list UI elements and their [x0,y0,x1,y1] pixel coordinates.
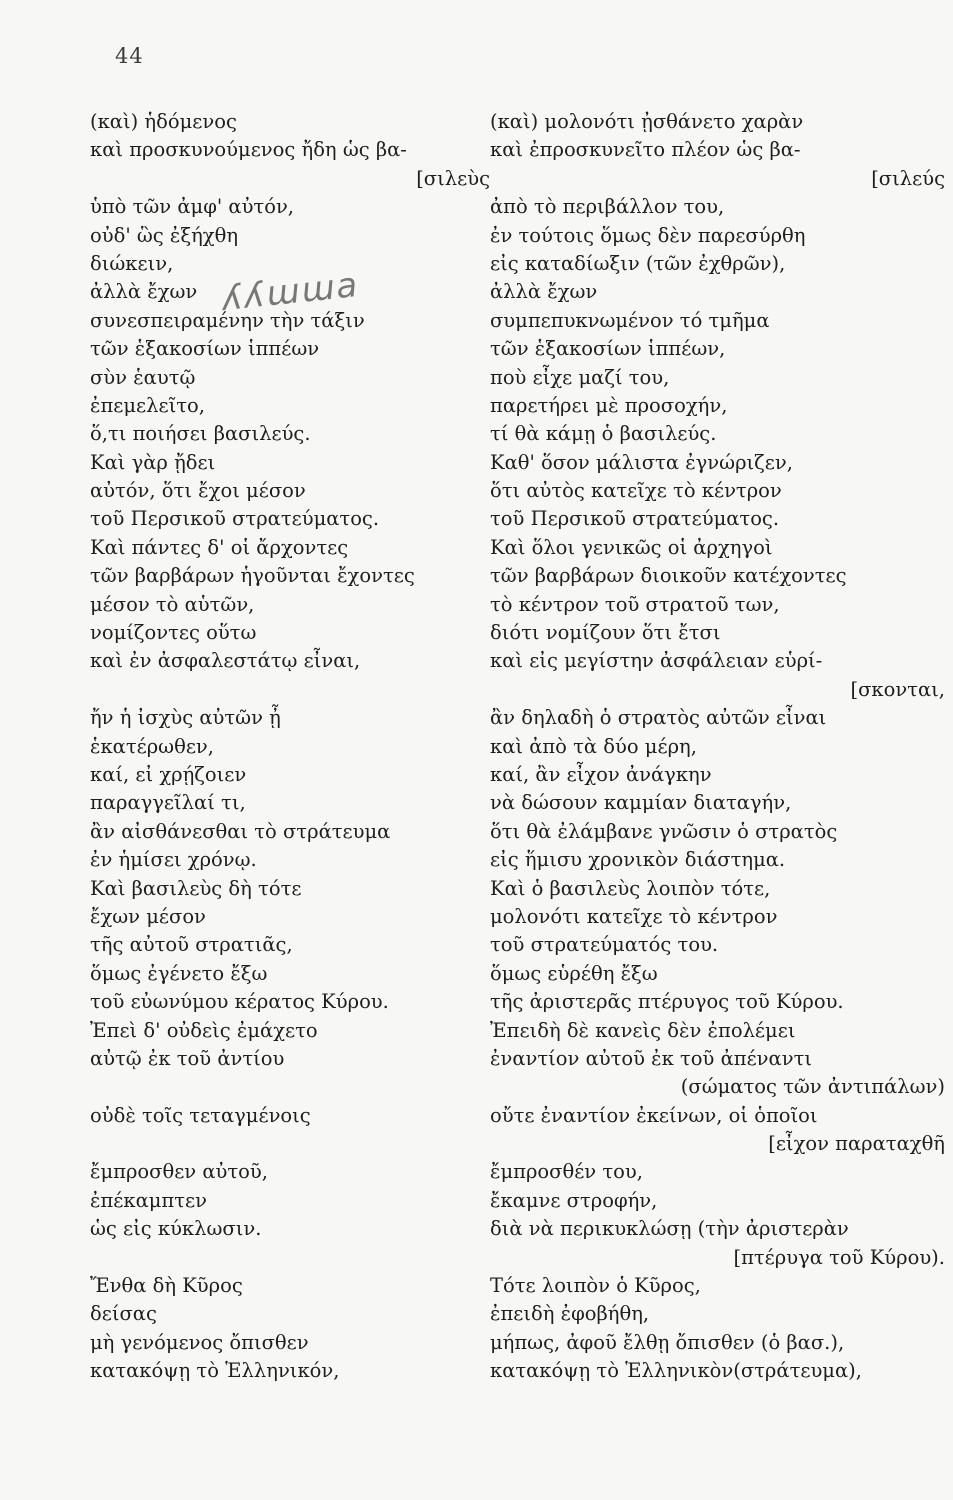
text-line: ἐν τούτοις ὅμως δὲν παρεσύρθη [490,223,806,247]
text-line: συνεσπειραμένην τὴν τάξιν [90,308,365,332]
text-line: ἔχων μέσον [90,904,206,928]
text-line: καί, ἂν εἶχον ἀνάγκην [490,762,712,786]
text-line-continuation: [σκονται, [850,677,945,701]
text-line: Ἐπειδὴ δὲ κανεὶς δὲν ἐπολέμει [490,1018,796,1042]
text-line: ὅ,τι ποιήσει βασιλεύς. [90,422,311,446]
text-line: Καθ' ὅσον μάλιστα ἐγνώριζεν, [490,450,793,474]
text-line-continuation: [σιλεὺς [416,166,490,190]
text-line: καὶ ἀπὸ τὰ δύο μέρη, [490,734,697,758]
text-line: οὐδ' ὣς ἐξήχθη [90,223,239,247]
text-line: ὅμως εὑρέθη ἔξω [490,961,658,985]
text-line: ὅτι αὐτὸς κατεῖχε τὸ κέντρον [490,479,782,503]
text-line: Καὶ γὰρ ᾔδει [90,450,216,474]
text-line: τῶν βαρβάρων διοικοῦν κατέχοντες [490,564,847,588]
text-line: μολονότι κατεῖχε τὸ κέντρον [490,904,778,928]
text-line: μὴ γενόμενος ὄπισθεν [90,1330,309,1354]
text-line: Τότε λοιπὸν ὁ Κῦρος, [490,1274,701,1298]
text-line: τοῦ Περσικοῦ στρατεύματος. [490,507,780,531]
text-line: ἀλλὰ ἔχων [90,280,198,304]
text-line: κατακόψῃ τὸ Ἑλληνικόν, [90,1359,340,1383]
text-line: ὅτι θὰ ἐλάμβανε γνῶσιν ὁ στρατὸς [490,819,838,843]
text-line: μέσον τὸ αὑτῶν, [90,592,255,616]
text-line: ἐναντίον αὐτοῦ ἐκ τοῦ ἀπέναντι [490,1046,812,1070]
modern-greek-translation-column [490,108,945,1386]
text-line: οὔτε ἐναντίον ἐκείνων, οἱ ὁποῖοι [490,1103,818,1127]
text-line: διὰ νὰ περικυκλώσῃ (τὴν ἀριστερὰν [490,1217,849,1241]
text-line: Καὶ βασιλεὺς δὴ τότε [90,876,302,900]
handwritten-annotation: ʎʎɯɯa [220,264,362,320]
text-line: εἰς καταδίωξιν (τῶν ἐχθρῶν), [490,251,786,275]
text-line: ἤν ἡ ἰσχὺς αὐτῶν ᾖ [90,706,281,730]
text-line: ὅμως ἐγένετο ἔξω [90,961,268,985]
text-line: αὐτῷ ἐκ τοῦ ἀντίου [90,1046,285,1070]
text-line: καὶ ἐν ἀσφαλεστάτῳ εἶναι, [90,649,361,673]
text-line: παρετήρει μὲ προσοχήν, [490,393,728,417]
text-line: Καὶ ὁ βασιλεὺς λοιπὸν τότε, [490,876,771,900]
text-line: ἐπέκαμπτεν [90,1188,207,1212]
text-line: καὶ ἐπροσκυνεῖτο πλέον ὡς βα- [490,138,801,162]
text-line: ἑκατέρωθεν, [90,734,214,758]
text-line: ἀλλὰ ἔχων [490,280,598,304]
text-line: ἀπὸ τὸ περιβάλλον του, [490,195,725,219]
text-line: ἐπεμελεῖτο, [90,393,205,417]
text-line: τῶν ἑξακοσίων ἱππέων, [490,337,726,361]
text-line: διότι νομίζουν ὅτι ἔτσι [490,621,721,645]
text-line: ἂν αἰσθάνεσθαι τὸ στράτευμα [90,819,391,843]
text-line: (καὶ) μολονότι ᾐσθάνετο χαρὰν [490,110,804,133]
text-line: ὡς εἰς κύκλωσιν. [90,1217,262,1241]
text-line: ἐπειδὴ ἐφοβήθη, [490,1302,650,1326]
page-number: 44 [115,44,144,68]
text-line: ἔμπροσθέν του, [490,1160,643,1184]
text-line: ποὺ εἶχε μαζί του, [490,365,670,389]
text-line: (καὶ) ἡδόμενος [90,110,237,133]
text-line: συμπεπυκνωμένον τό τμῆμα [490,308,770,332]
text-line: τὸ κέντρον τοῦ στρατοῦ των, [490,592,780,616]
text-line: Καὶ πάντες δ' οἱ ἄρχοντες [90,535,349,559]
text-line: ἔμπροσθεν αὐτοῦ, [90,1160,268,1184]
text-line: νομίζοντες οὕτω [90,621,257,645]
text-line: νὰ δώσουν καμμίαν διαταγήν, [490,791,792,815]
text-line: σὺν ἑαυτῷ [90,365,196,389]
text-line: τῶν ἑξακοσίων ἱππέων [90,337,320,361]
text-line: ἔκαμνε στροφήν, [490,1188,658,1212]
text-line: εἰς ἥμισυ χρονικὸν διάστημα. [490,848,786,872]
text-line-continuation: [σιλεύς [871,166,945,190]
text-line: τί θὰ κάμῃ ὁ βασιλεύς. [490,422,717,446]
text-line: τῆς αὐτοῦ στρατιᾶς, [90,933,293,957]
text-line: τῶν βαρβάρων ἡγοῦνται ἔχοντες [90,564,415,588]
text-line: τοῦ εὐωνύμου κέρατος Κύρου. [90,990,389,1014]
text-line: καὶ εἰς μεγίστην ἀσφάλειαν εὑρί- [490,649,823,673]
text-line: ἐν ἡμίσει χρόνῳ. [90,848,257,872]
text-line-continuation: [εἶχον παραταχθῆ [768,1132,945,1156]
text-line: τοῦ στρατεύματός του. [490,933,719,957]
text-line: τῆς ἀριστερᾶς πτέρυγος τοῦ Κύρου. [490,990,844,1014]
text-line: καὶ προσκυνούμενος ἤδη ὡς βα- [90,138,407,162]
text-line-continuation: [πτέρυγα τοῦ Κύρου). [733,1245,945,1269]
text-line: δείσας [90,1302,157,1326]
text-line: διώκειν, [90,251,174,275]
text-line: καί, εἰ χρῄζοιεν [90,762,247,786]
text-line: ὑπὸ τῶν ἀμφ' αὐτόν, [90,195,295,219]
text-line: τοῦ Περσικοῦ στρατεύματος. [90,507,380,531]
text-line [90,1244,490,1272]
text-line: οὐδὲ τοῖς τεταγμένοις [90,1103,311,1127]
text-line [90,1073,490,1101]
text-line [90,676,490,704]
text-line: κατακόψῃ τὸ Ἑλληνικὸν(στράτευμα), [490,1359,862,1383]
text-line: ἂν δηλαδὴ ὁ στρατὸς αὐτῶν εἶναι [490,706,827,730]
text-line-continuation: (σώματος τῶν ἀντιπάλων) [680,1075,945,1099]
text-line: Ἔνθα δὴ Κῦρος [90,1274,243,1298]
text-line: μήπως, ἀφοῦ ἔλθῃ ὄπισθεν (ὁ βασ.), [490,1330,845,1354]
text-line: παραγγεῖλαί τι, [90,791,246,815]
text-line [90,1130,490,1158]
text-line: αὐτόν, ὅτι ἔχοι μέσον [90,479,306,503]
text-line: Ἐπεὶ δ' οὐδεὶς ἐμάχετο [90,1018,318,1042]
text-line: Καὶ ὅλοι γενικῶς οἱ ἀρχηγοὶ [490,535,773,559]
